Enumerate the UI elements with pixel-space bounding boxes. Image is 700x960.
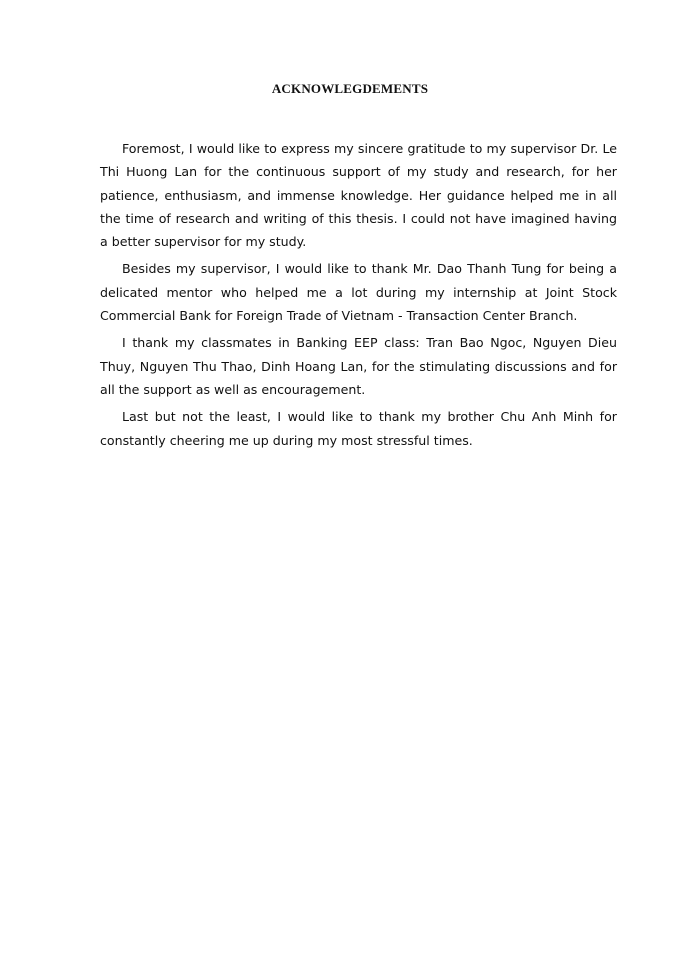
acknowledgements-body [100, 137, 617, 456]
paragraph-thanks-brother: Last but not the least, I would like to thank my brother Chu Anh Minh for constantly cheering me up during my most stressful times. [100, 409, 617, 448]
paragraph-thanks-mentor: Besides my supervisor, I would like to thank Mr. Dao Thanh Tung for being a delicated mentor who helped me a lot during my internship at Joint Stock Commercial Bank for Foreign Trade of Vietnam - Transaction Center Branch. [100, 261, 617, 324]
page-title: ACKNOWLEGDEMENTS [271, 81, 429, 96]
paragraph-thanks-classmates: I thank my classmates in Banking EEP class: Tran Bao Ngoc, Nguyen Dieu Thuy, Nguyen Thu Thao, Dinh Hoang Lan, for the stimulating discussions and for all the support as well as encouragement. [100, 335, 617, 397]
paragraph-gratitude-supervisor: Foremost, I would like to express my sincere gratitude to my supervisor Dr. Le Thi Huong Lan for the continuous support of my study and research, for her patience, enthusiasm, and immense knowledge. Her guidance helped me in all the time of research and writing of this thesis. I could not have imagined having a better supervisor for my study. [100, 141, 617, 250]
